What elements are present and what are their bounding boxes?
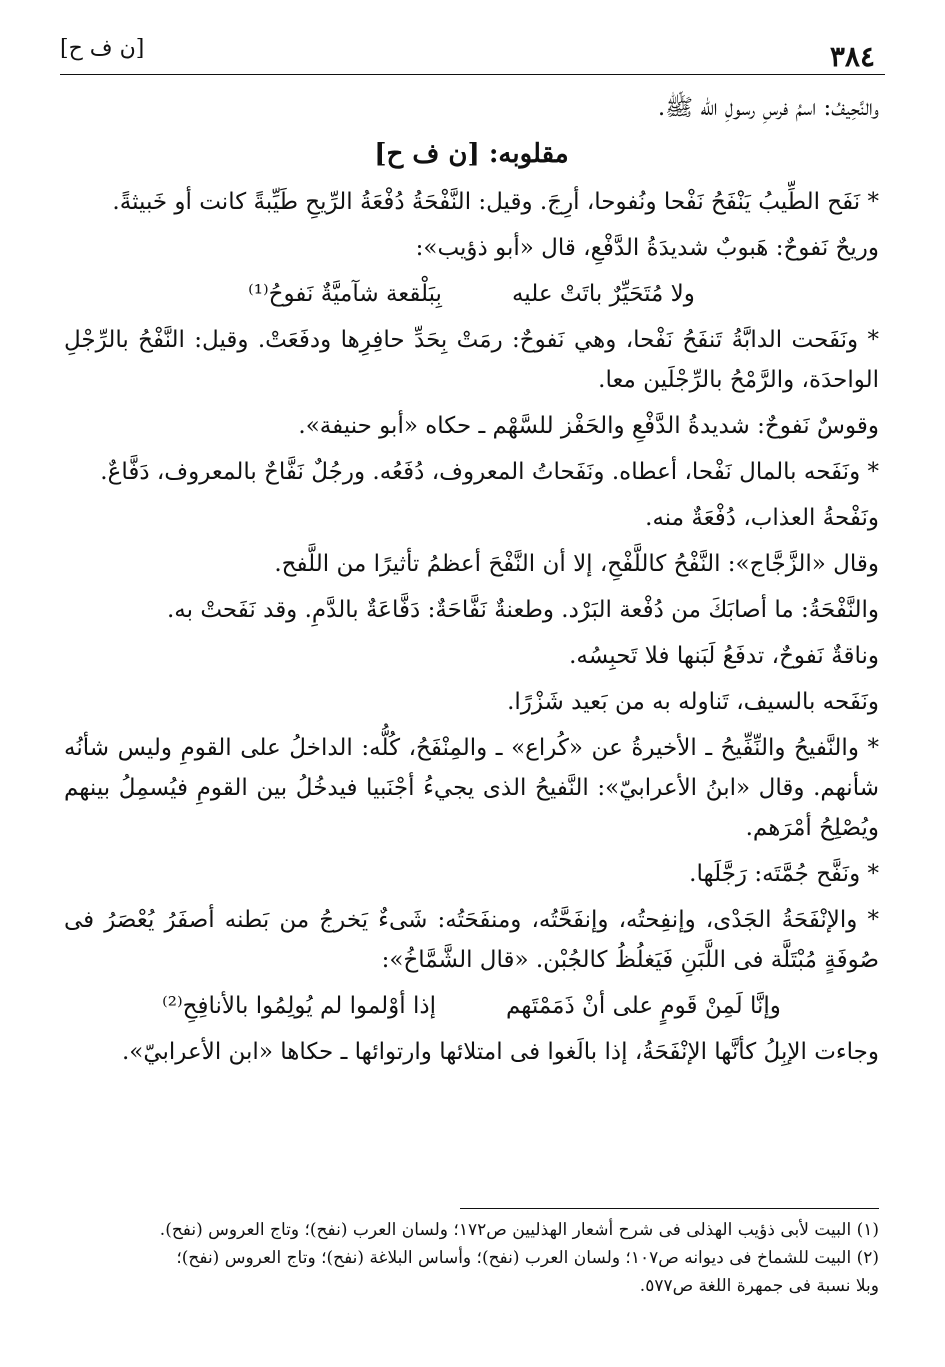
paragraph: وجاءت الإبِلُ كأنَّها الإنْفَحَةُ، إذا بالَغوا فى امتلائها وارتوائها ـ حكاها «ابن الأعرابيّ».	[121, 1039, 879, 1065]
header-rule	[60, 74, 885, 75]
footnote-rule	[460, 1208, 879, 1209]
paragraph: * نَفَح الطِّيبُ يَنْفَحُ نَفْحا ونُفوحا، أرِجَ. وقيل: النَّفْحَةُ دُفْعَةُ الرِّيحِ طَيِّبةً كانت أو خَبيثةً.	[112, 189, 879, 215]
running-head	[60, 30, 885, 73]
paragraph: * والنَّفيحُ والنِّفِّيحُ ـ الأخيرةُ عن «كُراع» ـ والمِنْفَحُ، كُلُّه: الداخلُ على القومِ وليس شأنُه شأنهم. وقال «ابنُ الأعرابيّ»: النَّفيحُ الذى يجيءُ أجْنَبيا فيدخُلُ بين القومِ فيُسمِلُ بينهم ويُصْلِحُ أمْرَهم.	[64, 735, 879, 841]
paragraph: والنَّحِيفُ: اسمُ فرسِ رسولِ الله ﷺ.	[657, 95, 879, 121]
paragraph: * ونَفَحت الدابَّةُ تَنفَحُ نَفْحا، وهي نَفوحٌ: رمَتْ بِحَدِّ حافِرِها ودفَعَتْ. وقيل: النَّفْحُ بالرِّجْلِ الواحدَة، والرَّمْحُ بالرِّجْلَين معا.	[64, 327, 879, 393]
paragraph: ونَفَحه بالسيف، تَناوله به من بَعيد شَزْرًا.	[507, 689, 879, 715]
verse-hemistich-second: إذا أوْلموا لم يُولِمُوا بالأنافِحِ⁽²⁾	[162, 993, 436, 1019]
paragraph: * والإنْفَحَةُ الجَدْى، وإنفِحتُه، وإنفَحَّتُه، ومنفَحَتُه: شَىءٌ يَخرجُ من بَطنه أصفَرُ يُعْصَرُ فى صُوفَةٍ مُبْتَلَّة فى اللَّبَنِ فَيَغلُظُ كالجُبْن. «قال الشَّمَّاخُ»:	[64, 907, 879, 973]
paragraph: والنَّفْحَةُ: ما أصابَكَ من دُفْعة البَرْد. وطعنةٌ نَفَّاحَةٌ: دَفَّاعَةٌ بالدَّمِ. وقد نَفَحتْ به.	[166, 597, 879, 623]
verse-hemistich-second: بِبَلْقعة شآميَّةٌ نَفوحُ⁽¹⁾	[248, 281, 442, 307]
poetry-verse	[64, 274, 879, 314]
paragraph: * ونَفَّح جُمَّتَه: رَجَّلَها.	[689, 861, 879, 887]
paragraph: ونَفْحةُ العذاب، دُفْعَةٌ منه.	[645, 505, 879, 531]
footnote-2: (٢) البيت للشماخ فى ديوانه ص١٠٧؛ ولسان العرب (نفح)؛ وأساس البلاغة (نفح)؛ وتاج العروس (نفح)؛	[176, 1248, 879, 1268]
paragraph: وريحٌ نَفوحٌ: هَبوبٌ شديدَةُ الدَّفْعِ، قال «أبو ذؤيب»:	[415, 235, 879, 261]
paragraph: وقوسٌ نَفوحٌ: شديدةُ الدَّفْعِ والحَفْز للسَّهْم ـ حكاه «أبو حنيفة».	[298, 413, 879, 439]
main-text	[64, 88, 879, 1078]
verse-hemistich-first: وإنَّا لَمِنْ قَومٍ على أنْ ذَمَمْتَهم	[505, 993, 781, 1019]
poetry-verse	[64, 986, 879, 1026]
paragraph: * ونَفَحه بالمال نَفْحا، أعطاه. ونَفَحاتُ المعروف، دُفَعُه. ورجُلٌ نَفَّاحٌ بالمعروف، دَفَّاعٌ.	[100, 459, 879, 485]
footnotes	[64, 1216, 879, 1300]
section-code: [ن ف ح]	[60, 36, 145, 61]
paragraph: وقال «الزَّجَّاج»: النَّفْحُ كاللَّفْحِ، إلا أن النَّفْحَ أعظمُ تأثيرًا من اللَّفح.	[274, 551, 879, 577]
footnote-1: (١) البيت لأبى ذؤيب الهذلى فى شرح أشعار الهذليين ص١٧٢؛ ولسان العرب (نفح)؛ وتاج العروس (نفح).	[159, 1220, 879, 1240]
verse-hemistich-first: ولا مُتَحَيِّرٌ باتَتْ عليه	[511, 281, 695, 307]
paragraph: وناقةٌ نَفوحٌ، تدفَعُ لَبَنها فلا تَحبِسُه.	[569, 643, 879, 669]
footnote-2-continued: وبلا نسبة فى جمهرة اللغة ص٥٧٧.	[639, 1276, 879, 1296]
page-number: ٣٨٤	[829, 40, 875, 73]
section-heading: مقلوبه: [ن ف ح]	[374, 139, 569, 169]
